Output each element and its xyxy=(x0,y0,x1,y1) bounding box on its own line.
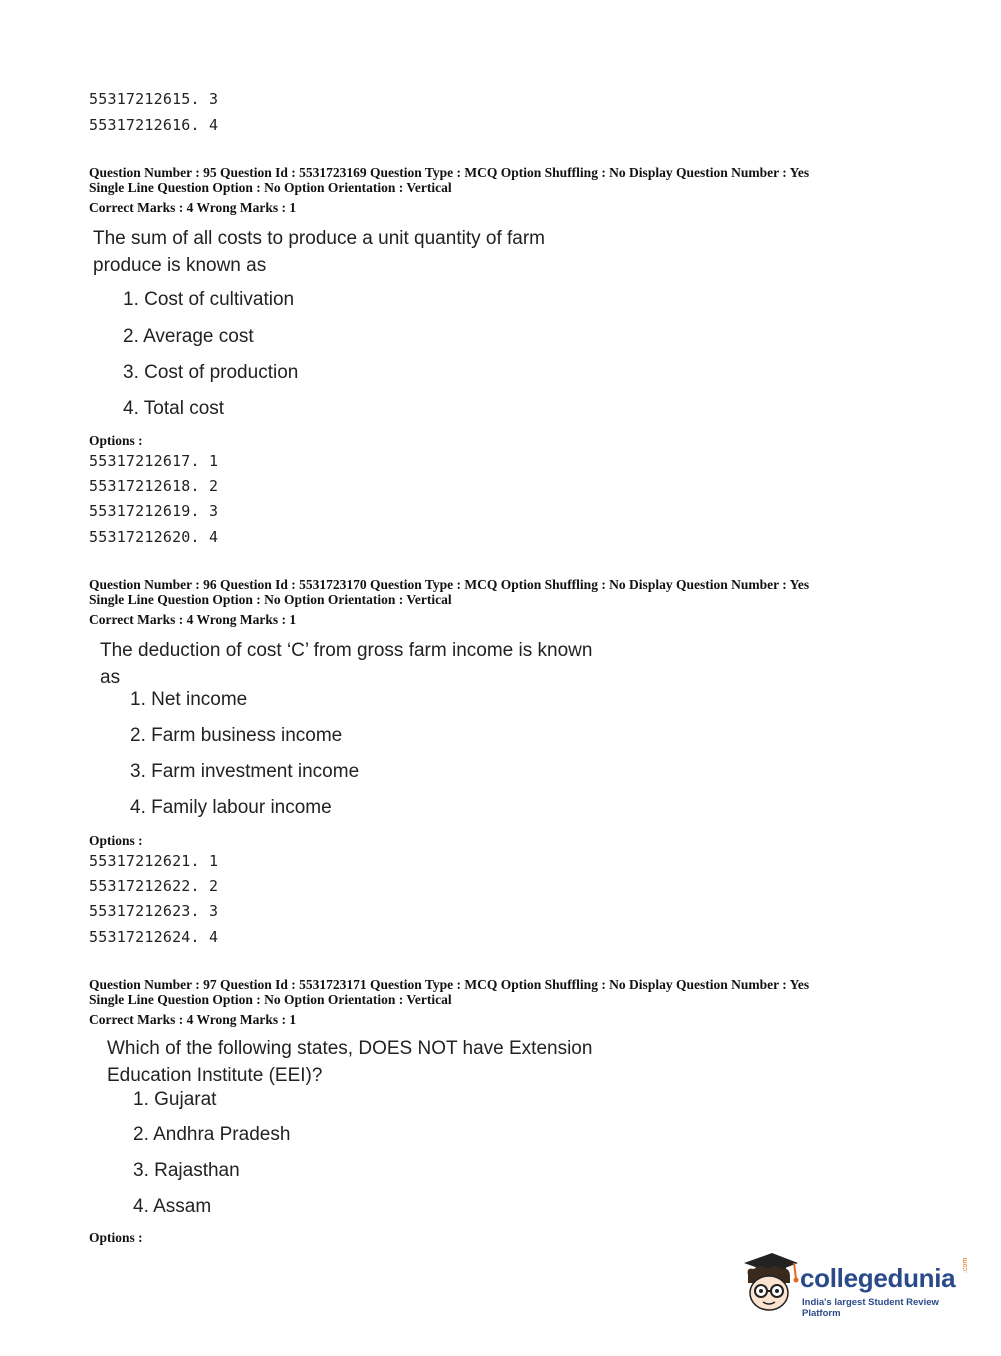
answer-choice: 4. Assam xyxy=(133,1196,212,1217)
question-text: produce is known as xyxy=(93,255,267,276)
answer-choice: 2. Average cost xyxy=(123,326,254,347)
logo-wordmark: collegedunia xyxy=(800,1263,956,1293)
answer-choice: 1. Net income xyxy=(130,689,248,710)
question-text: as xyxy=(100,667,121,688)
question-meta: Question Number : 96 Question Id : 5531723170 Question Type : MCQ Option Shuffling : No Display Question Number : Yes xyxy=(89,577,810,592)
option-row: 55317212621. 1 xyxy=(89,852,219,870)
question-meta: Single Line Question Option : No Option Orientation : Vertical xyxy=(89,592,452,607)
options-label: Options : xyxy=(89,1230,143,1245)
answer-choice: 2. Andhra Pradesh xyxy=(133,1124,291,1145)
question-meta: Question Number : 97 Question Id : 5531723171 Question Type : MCQ Option Shuffling : No Display Question Number : Yes xyxy=(89,977,810,992)
question-marks: Correct Marks : 4 Wrong Marks : 1 xyxy=(89,1012,297,1027)
question-marks: Correct Marks : 4 Wrong Marks : 1 xyxy=(89,200,297,215)
question-text: Which of the following states, DOES NOT have Extension xyxy=(107,1038,593,1059)
option-row: 55317212615. 3 xyxy=(89,90,219,108)
options-label: Options : xyxy=(89,833,143,848)
answer-choice: 4. Family labour income xyxy=(130,797,332,818)
option-row: 55317212619. 3 xyxy=(89,502,219,520)
options-label: Options : xyxy=(89,433,143,448)
question-marks: Correct Marks : 4 Wrong Marks : 1 xyxy=(89,612,297,627)
mascot-icon xyxy=(738,1249,800,1315)
answer-choice: 3. Farm investment income xyxy=(130,761,360,782)
question-meta: Single Line Question Option : No Option Orientation : Vertical xyxy=(89,992,452,1007)
question-text: The sum of all costs to produce a unit quantity of farm xyxy=(93,228,546,249)
question-text: Education Institute (EEI)? xyxy=(107,1065,323,1086)
option-row: 55317212620. 4 xyxy=(89,528,219,546)
option-row: 55317212618. 2 xyxy=(89,477,219,495)
logo-domain-suffix: .com xyxy=(962,1257,969,1273)
answer-choice: 1. Gujarat xyxy=(133,1089,217,1110)
question-meta: Question Number : 95 Question Id : 5531723169 Question Type : MCQ Option Shuffling : No Display Question Number : Yes xyxy=(89,165,810,180)
answer-choice: 4. Total cost xyxy=(123,398,225,419)
option-row: 55317212623. 3 xyxy=(89,902,219,920)
collegedunia-logo[interactable] xyxy=(738,1247,978,1327)
option-row: 55317212624. 4 xyxy=(89,928,219,946)
option-row: 55317212622. 2 xyxy=(89,877,219,895)
question-text: The deduction of cost ‘C’ from gross farm income is known xyxy=(100,640,593,661)
option-row: 55317212616. 4 xyxy=(89,116,219,134)
answer-choice: 1. Cost of cultivation xyxy=(123,289,295,310)
option-row: 55317212617. 1 xyxy=(89,452,219,470)
logo-tagline: India's largest Student Review Platform xyxy=(802,1297,939,1319)
answer-choice: 3. Rajasthan xyxy=(133,1160,240,1181)
question-meta: Single Line Question Option : No Option Orientation : Vertical xyxy=(89,180,452,195)
answer-choice: 3. Cost of production xyxy=(123,362,299,383)
answer-choice: 2. Farm business income xyxy=(130,725,343,746)
